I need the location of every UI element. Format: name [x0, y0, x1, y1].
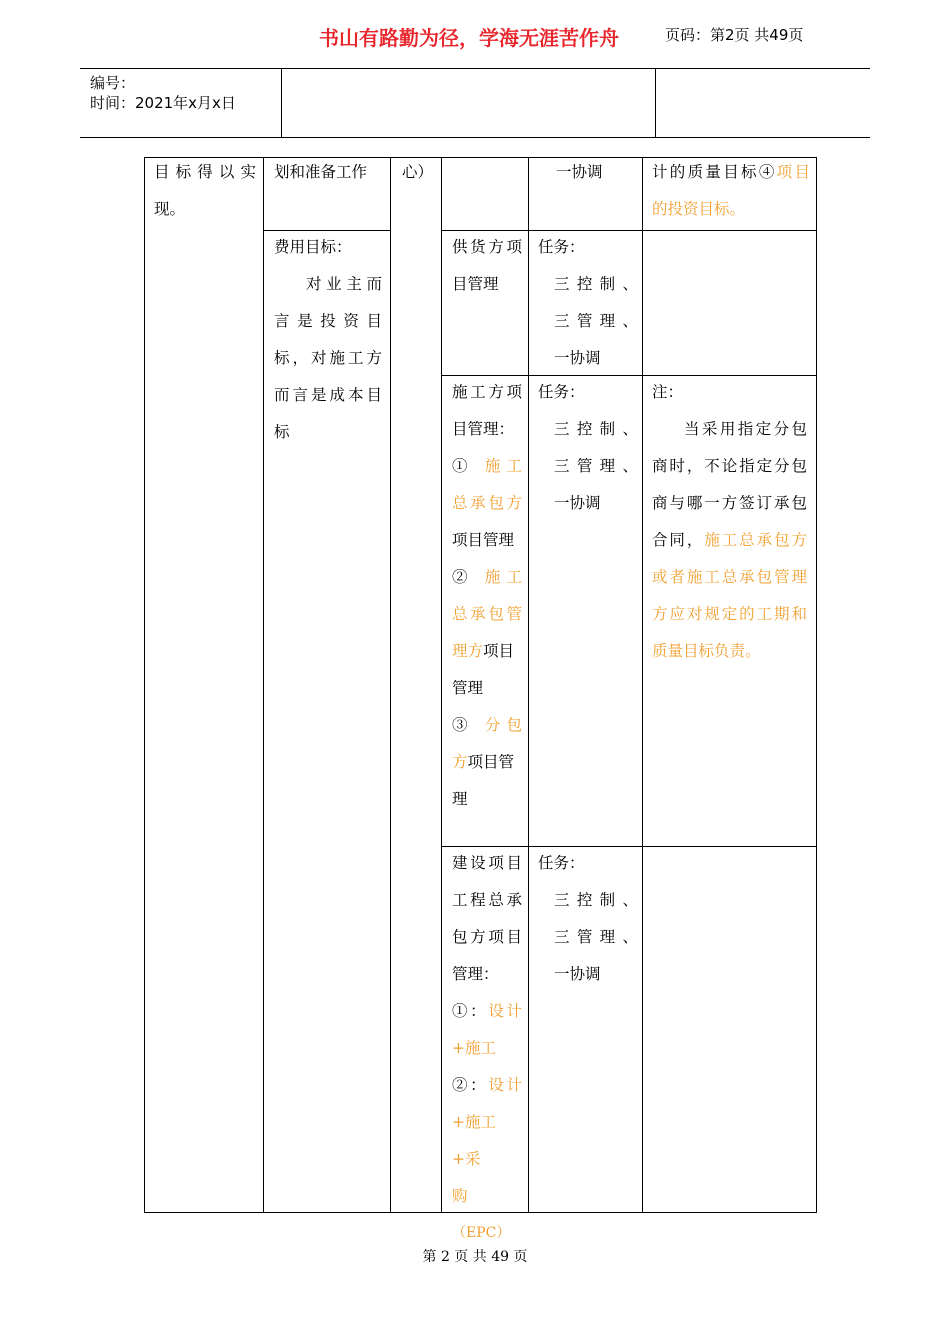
text-line: 包方项目 — [452, 928, 522, 946]
highlight-text: 总承包方 — [452, 494, 522, 512]
text-line: 言是投资目 — [274, 312, 382, 330]
text-line: 管理： — [452, 965, 499, 983]
column-line — [642, 157, 643, 1213]
text-line: 工程总承 — [452, 891, 522, 909]
text-line: 标 — [274, 423, 290, 441]
table-border — [144, 157, 145, 1213]
text-line: 供货方项 — [452, 238, 522, 256]
text-span: 计的质量目标④ — [652, 163, 777, 181]
text-line: 施工方项 — [452, 383, 522, 401]
text-line: 当采用指定分包 — [684, 420, 807, 438]
contractor-note — [652, 374, 807, 670]
column-line — [528, 157, 529, 1213]
highlight-text: 施工总承包方 — [704, 531, 807, 549]
text-line — [452, 559, 522, 596]
text-line: 三管理、 — [554, 312, 638, 330]
text-line: 建设项目 — [452, 854, 522, 872]
highlight-text: （EPC） — [452, 1225, 511, 1241]
text-line: 对业主而 — [306, 275, 382, 293]
page-header — [80, 68, 870, 138]
text-line: 任务： — [538, 238, 585, 256]
text-span: 项目 — [483, 642, 515, 660]
highlight-text: +施工+采 — [452, 1113, 496, 1168]
highlight-text: 方应对规定的工期和 — [652, 605, 807, 623]
quality-goal-text — [652, 154, 810, 228]
text-span: 合同， — [652, 531, 705, 549]
highlight-text: 的投资目标。 — [652, 200, 746, 218]
text-line — [452, 1067, 522, 1104]
coordinate-text: 一协调 — [556, 163, 603, 181]
column-line — [390, 157, 391, 1213]
text-line: 三管理、 — [554, 457, 638, 475]
text-line: 三控制、 — [554, 275, 638, 293]
text-line: 商时，不论指定分包 — [652, 457, 807, 475]
text-line: 管理 — [452, 679, 484, 697]
highlight-text: 或者施工总承包管理 — [652, 568, 807, 586]
text-line: 目标得以实 — [154, 163, 256, 181]
supplier-task — [538, 229, 638, 377]
text-line: 商与哪一方签订承包 — [652, 494, 807, 512]
text-line: 三控制、 — [554, 891, 638, 909]
text-line: 标，对施工方 — [274, 349, 382, 367]
highlight-text: 项目 — [776, 163, 810, 181]
plan-text: 划和准备工作 — [274, 163, 368, 181]
header-divider — [281, 69, 282, 137]
text-span: ① — [452, 457, 474, 475]
text-line — [452, 993, 522, 1030]
text-line: 而言是成本目 — [274, 386, 382, 404]
doc-number: 编号： — [90, 74, 136, 92]
text-span: ②： — [452, 1076, 489, 1094]
highlight-text: 总承包管 — [452, 605, 522, 623]
highlight-text: 分包 — [484, 716, 522, 734]
text-line: 三管理、 — [554, 928, 638, 946]
text-span: ①： — [452, 1002, 489, 1020]
highlight-text: 购 — [452, 1187, 468, 1205]
highlight-text: +施工 — [452, 1039, 496, 1057]
text-line — [452, 633, 522, 670]
highlight-text: 施工 — [484, 457, 522, 475]
column-line — [263, 157, 264, 1213]
text-line: 注： — [652, 383, 684, 401]
text-line — [652, 522, 807, 559]
highlight-text: 理方 — [452, 642, 484, 660]
goal-text — [154, 154, 256, 228]
text-line: 项目管理 — [452, 531, 515, 549]
highlight-text: 质量目标负责。 — [652, 642, 761, 660]
cost-goal-text — [274, 229, 382, 451]
page-footer: 第 2 页 共 49 页 — [422, 1249, 528, 1265]
text-line: 现。 — [154, 200, 186, 218]
table-border — [816, 157, 817, 1213]
header-meta — [90, 73, 236, 113]
text-span: ③ — [452, 716, 474, 734]
epc-task — [538, 845, 638, 993]
text-line: 一协调 — [554, 349, 601, 367]
column-line — [441, 157, 442, 1213]
text-line — [452, 744, 522, 781]
epc-management-label — [452, 845, 522, 1252]
header-page-number: 页码：第2页 共49页 — [665, 26, 804, 44]
text-line: 目管理 — [452, 275, 499, 293]
text-line: 目管理： — [452, 420, 515, 438]
doc-time: 时间：2021年x月x日 — [90, 94, 236, 112]
text-line: 任务： — [538, 854, 585, 872]
highlight-text: 施工 — [484, 568, 522, 586]
text-line — [652, 154, 810, 191]
text-line: 理 — [452, 790, 468, 808]
text-line: 任务： — [538, 383, 585, 401]
text-line: 三控制、 — [554, 420, 638, 438]
contractor-management-label — [452, 374, 522, 818]
contractor-task — [538, 374, 638, 522]
text-line — [452, 707, 522, 744]
text-line: 费用目标： — [274, 238, 352, 256]
header-divider — [655, 69, 656, 137]
text-line: 一协调 — [554, 965, 601, 983]
highlight-text: 方 — [452, 753, 468, 771]
supplier-management-label — [452, 229, 522, 303]
text-line — [452, 448, 522, 485]
highlight-text: 设计 — [488, 1002, 522, 1020]
text-span: ② — [452, 568, 474, 586]
content-table — [144, 157, 817, 1241]
highlight-text: 设计 — [488, 1076, 522, 1094]
text-line: 一协调 — [554, 494, 601, 512]
header-motto: 书山有路勤为径，学海无涯苦作舟 — [319, 26, 619, 50]
heart-text: 心） — [402, 163, 434, 181]
text-span: 项目管 — [467, 753, 515, 771]
